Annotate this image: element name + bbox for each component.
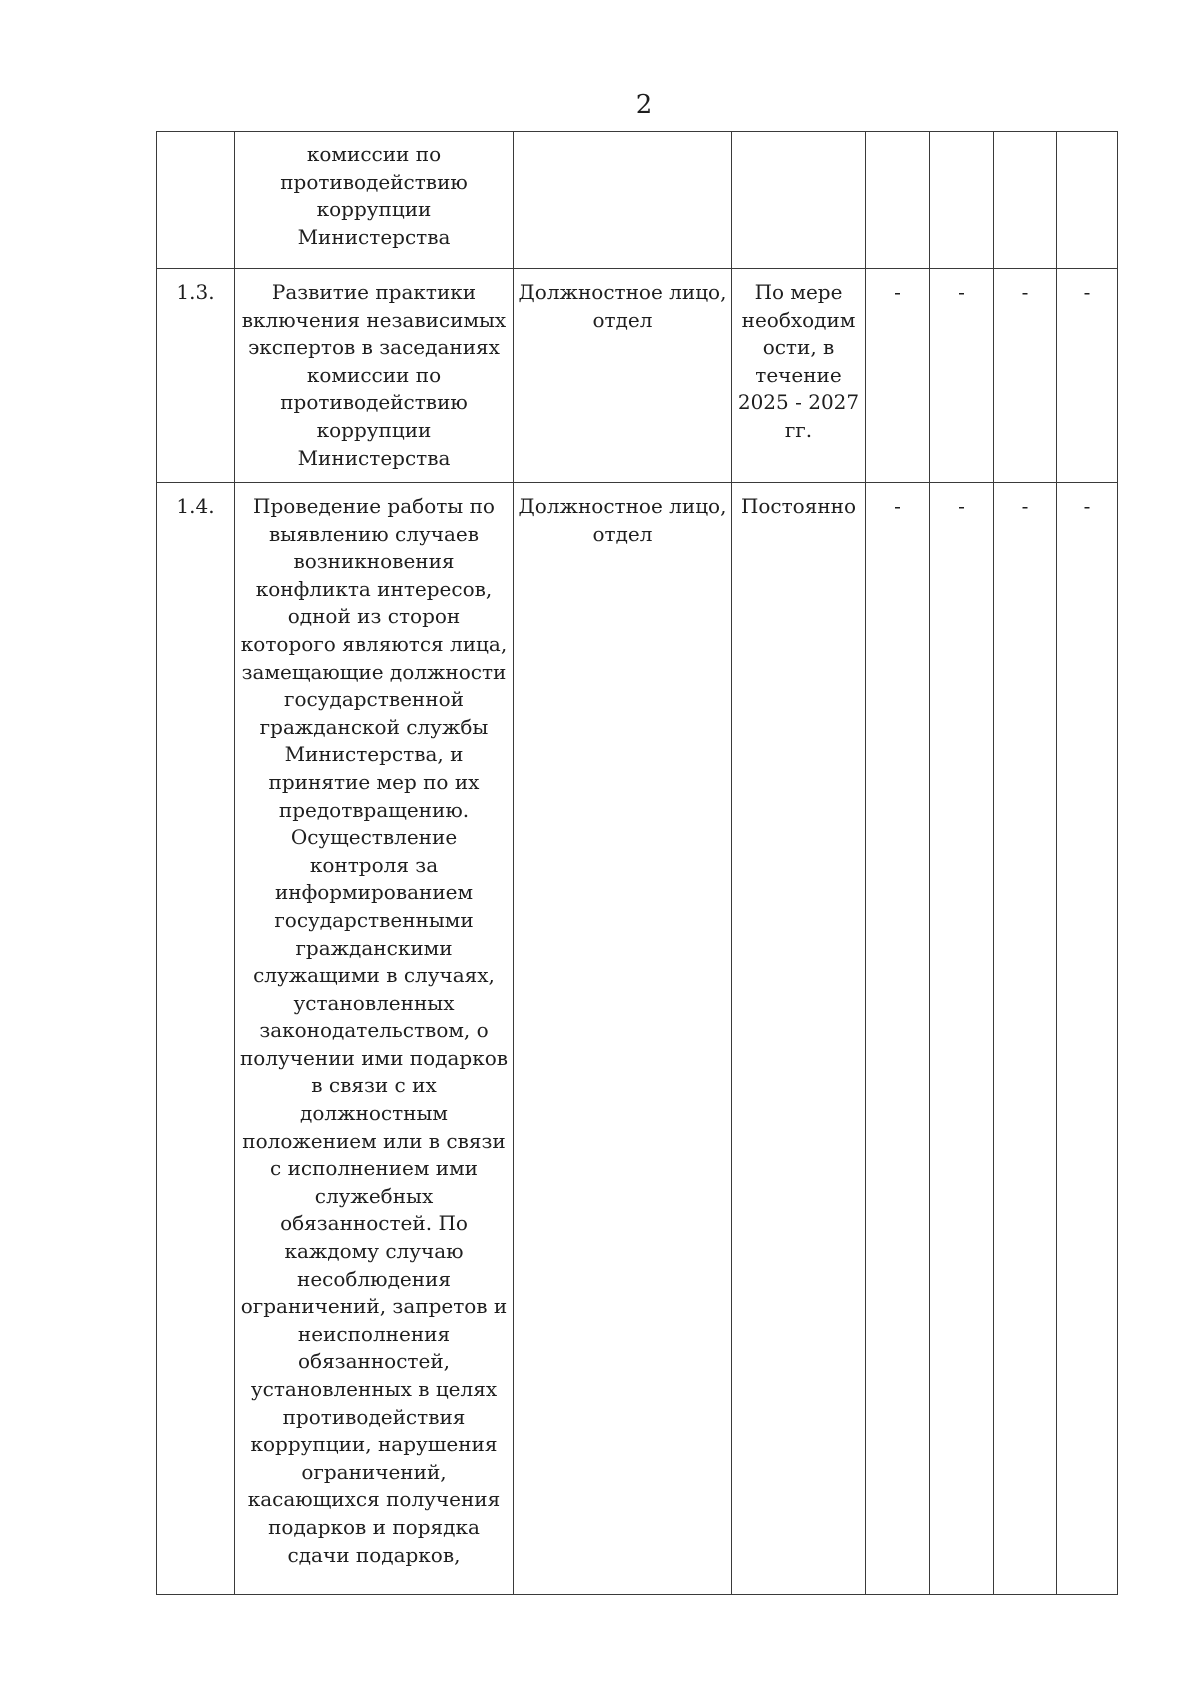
- value-cell-3: -: [994, 483, 1057, 1595]
- responsible-cell: [514, 132, 732, 269]
- term-cell: [732, 269, 866, 483]
- value-cell-3: -: [994, 269, 1057, 483]
- measure-text: Развитие практики включения независимых экспертов в заседаниях комиссии по противодействию коррупции Министерства: [241, 280, 507, 470]
- value-cell-4: -: [1057, 269, 1118, 483]
- responsible-cell: [514, 269, 732, 483]
- measures-table: [156, 131, 1118, 1595]
- responsible-cell: [514, 483, 732, 1595]
- responsible-text: Должностное лицо, отдел: [518, 494, 727, 546]
- table-row: [157, 483, 1118, 1595]
- value-cell-1: [866, 132, 930, 269]
- value-cell-3: [994, 132, 1057, 269]
- term-cell: [732, 132, 866, 269]
- row-number-cell: 1.4.: [157, 483, 235, 1595]
- term-text: Постоянно: [740, 494, 857, 518]
- row-number-cell: [157, 132, 235, 269]
- measure-text: Проведение работы по выявлению случаев возникновения конфликта интересов, одной из сторон которого являются лица, замещающие должности государственной гражданской службы Министерства, и принятие мер по их предотвращению. Осуществление контроля за информированием государственными гражданскими служащими в случаях, установленных законодательством, о получении ими подарков в связи с их должностным положением или в связи с исполнением ими служебных обязанностей. По каждому случаю несоблюдения ограничений, запретов и неисполнения обязанностей, установленных в целях противодействия коррупции, нарушения ограничений, касающихся получения подарков и порядка сдачи подарков,: [239, 494, 509, 1567]
- value-cell-1: -: [866, 269, 930, 483]
- table-row: [157, 269, 1118, 483]
- page-number: 2: [635, 90, 653, 120]
- term-cell: [732, 483, 866, 1595]
- measure-text-cell: [235, 483, 514, 1595]
- measure-text-cell: [235, 269, 514, 483]
- value-cell-2: -: [930, 483, 994, 1595]
- value-cell-4: -: [1057, 483, 1118, 1595]
- measure-text: комиссии по противодействию коррупции Министерства: [280, 142, 468, 249]
- value-cell-2: [930, 132, 994, 269]
- row-number-cell: 1.3.: [157, 269, 235, 483]
- value-cell-4: [1057, 132, 1118, 269]
- value-cell-1: -: [866, 483, 930, 1595]
- table-row: [157, 132, 1118, 269]
- responsible-text: Должностное лицо, отдел: [518, 280, 727, 332]
- measure-text-cell: [235, 132, 514, 269]
- term-text: По мере необходим ости, в течение 2025 - 2027 гг.: [737, 280, 860, 442]
- value-cell-2: -: [930, 269, 994, 483]
